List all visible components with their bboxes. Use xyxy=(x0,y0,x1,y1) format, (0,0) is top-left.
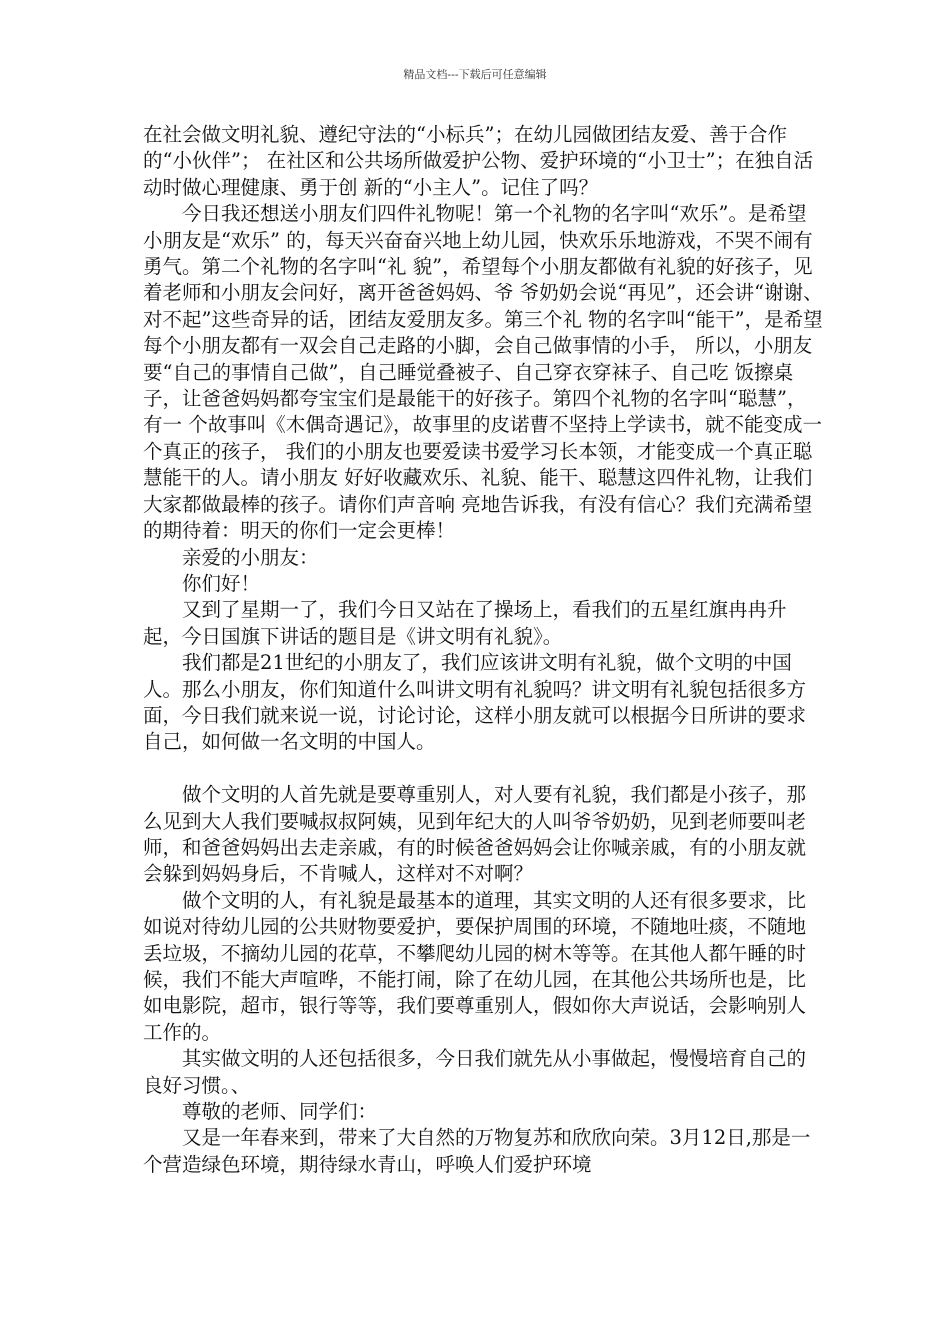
paragraph: 又到了星期一了，我们今日又站在了操场上，看我们的五星红旗冉冉升起，今日国旗下讲话的题目是《讲文明有礼貌》。 xyxy=(143,598,787,648)
paragraph: 在社会做文明礼貌、遵纪守法的“小标兵”；在幼儿园做团结友爱、善于合作的“小伙伴”； 在社区和公共场所做爱护公物、爱护环境的“小卫士”；在独自活动时做心理健康、勇于创 新的“小主人”。记住了吗？ xyxy=(143,123,814,199)
page-header: 精品文档---下载后可任意编辑 xyxy=(403,68,547,81)
paragraph: 做个文明的人，有礼貌是最基本的道理，其实文明的人还有很多要求，比如说对待幼儿园的公共财物要爱护，要保护周围的环境，不随地吐痰，不随地丢垃圾，不摘幼儿园的花草，不攀爬幼儿园的树木等等。在其他人都午睡的时候，我们不能大声喧哗，不能打闹，除了在幼儿园，在其他公共场所也是，比如电影院，超市，银行等等，我们要尊重别人，假如你大声说话，会影响别人工作的。 xyxy=(143,888,807,1044)
paragraph: 做个文明的人首先就是要尊重别人，对人要有礼貌，我们都是小孩子，那么见到大人我们要喊叔叔阿姨，见到年纪大的人叫爷爷奶奶，见到老师要叫老师，和爸爸妈妈出去走亲戚，有的时候爸爸妈妈会让你喊亲戚，有的小朋友就会躲到妈妈身后，不肯喊人，这样对不对啊？ xyxy=(143,783,807,886)
blank-line xyxy=(143,756,823,782)
paragraph: 亲爱的小朋友： xyxy=(182,545,319,569)
paragraph: 尊敬的老师、同学们： xyxy=(182,1100,378,1124)
paragraph: 又是一年春来到，带来了大自然的万物复苏和欣欣向荣。3月12日,那是一个营造绿色环境，期待绿水青山，呼唤人们爱护环境 xyxy=(143,1126,811,1176)
paragraph: 其实做文明的人还包括很多，今日我们就先从小事做起，慢慢培育自己的良好习惯。、 xyxy=(143,1047,807,1097)
paragraph: 今日我还想送小朋友们四件礼物呢！第一个礼物的名字叫“欢乐”。是希望小朋友是“欢乐” 的，每天兴奋奋兴地上幼儿园，快欢乐乐地游戏，不哭不闹有勇气。第二个礼物的名字叫“礼 貌”，希望每个小朋友都做有礼貌的好孩子，见着老师和小朋友会问好，离开爸爸妈妈、爷 爷奶奶会说“再见”，还会讲“谢谢、对不起”这些奇异的话，团结友爱朋友多。第三个礼 物的名字叫“能干”，是希望每个小朋友都有一双会自己走路的小脚，会自己做事情的小手， 所以，小朋友要“自己的事情自己做”，自己睡觉叠被子、自己穿衣穿袜子、自己吃 饭擦桌子，让爸爸妈妈都夸宝宝们是最能干的好孩子。第四个礼物的名字叫“聪慧”，有一 个故事叫《木偶奇遇记》，故事里的皮诺曹不坚持上学读书，就不能变成一个真正的孩子， 我们的小朋友也要爱读书爱学习长本领，才能变成一个真正聪慧能干的人。请小朋友 好好收藏欢乐、礼貌、能干、聪慧这四件礼物，让我们大家都做最棒的孩子。请你们声音响 亮地告诉我，有没有信心？我们充满希望的期待着：明天的你们一定会更棒！ xyxy=(143,202,823,543)
paragraph: 你们好！ xyxy=(182,571,261,595)
document-body xyxy=(143,122,823,1178)
paragraph: 我们都是21世纪的小朋友了，我们应该讲文明有礼貌，做个文明的中国人。那么小朋友，你们知道什么叫讲文明有礼貌吗？讲文明有礼貌包括很多方面，今日我们就来说一说，讨论讨论，这样小朋友就可以根据今日所讲的要求自己，如何做一名文明的中国人。 xyxy=(143,651,807,754)
